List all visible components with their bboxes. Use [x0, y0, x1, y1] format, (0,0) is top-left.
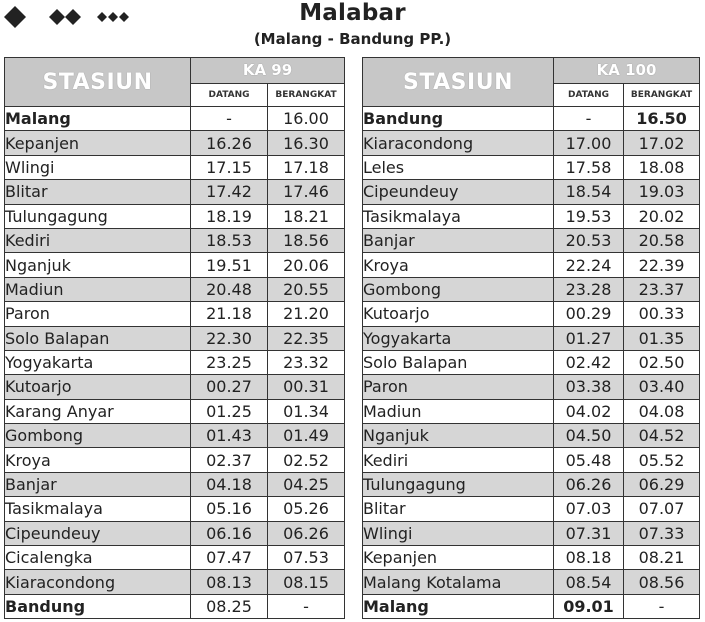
table-row — [5, 521, 345, 545]
table-row — [5, 375, 345, 399]
station-name-cell: Kutoarjo — [5, 375, 191, 399]
departure-time-cell: 00.33 — [624, 302, 700, 326]
station-name-cell: Gombong — [5, 424, 191, 448]
station-name-cell: Yogyakarta — [363, 326, 554, 350]
table-row — [363, 472, 700, 496]
departure-time-cell: 08.56 — [624, 570, 700, 594]
departure-time-cell: 22.35 — [268, 326, 345, 350]
arrival-time-cell: 18.19 — [191, 204, 268, 228]
station-name-cell: Kiaracondong — [5, 570, 191, 594]
arrival-column-header: DATANG — [191, 83, 268, 106]
arrival-time-cell: 04.02 — [554, 399, 624, 423]
page-subtitle: (Malang - Bandung PP.) — [253, 30, 452, 48]
departure-time-cell: 00.31 — [268, 375, 345, 399]
table-row — [363, 497, 700, 521]
station-name-cell: Tasikmalaya — [5, 497, 191, 521]
table-row — [5, 277, 345, 301]
departure-time-cell: 03.40 — [624, 375, 700, 399]
departure-time-cell: 01.35 — [624, 326, 700, 350]
arrival-time-cell: 21.18 — [191, 302, 268, 326]
station-name-cell: Malang Kotalama — [363, 570, 554, 594]
arrival-time-cell: 19.51 — [191, 253, 268, 277]
table-row — [363, 131, 700, 155]
departure-time-cell: 07.33 — [624, 521, 700, 545]
timetable-ka100 — [362, 57, 700, 619]
station-name-cell: Leles — [363, 155, 554, 179]
table-row — [5, 497, 345, 521]
departure-time-cell: 20.02 — [624, 204, 700, 228]
arrival-time-cell: 03.38 — [554, 375, 624, 399]
station-column-header: STASIUN — [363, 58, 554, 107]
arrival-time-cell: 00.29 — [554, 302, 624, 326]
arrival-time-cell: 22.30 — [191, 326, 268, 350]
table-row — [5, 107, 345, 131]
table-row — [5, 326, 345, 350]
departure-time-cell: 18.08 — [624, 155, 700, 179]
arrival-time-cell: 17.58 — [554, 155, 624, 179]
arrival-time-cell: 08.54 — [554, 570, 624, 594]
station-name-cell: Tulungagung — [5, 204, 191, 228]
timetable-ka99 — [4, 57, 345, 619]
departure-time-cell: 21.20 — [268, 302, 345, 326]
table-row — [5, 424, 345, 448]
departure-time-cell: 19.03 — [624, 180, 700, 204]
table-row — [363, 546, 700, 570]
arrival-time-cell: 07.03 — [554, 497, 624, 521]
station-name-cell: Karang Anyar — [5, 399, 191, 423]
station-name-cell: Tulungagung — [363, 472, 554, 496]
departure-time-cell: - — [624, 594, 700, 618]
arrival-time-cell: 17.42 — [191, 180, 268, 204]
departure-time-cell: 17.02 — [624, 131, 700, 155]
arrival-time-cell: 01.25 — [191, 399, 268, 423]
arrival-time-cell: 05.48 — [554, 448, 624, 472]
arrival-time-cell: - — [191, 107, 268, 131]
departure-time-cell: 01.49 — [268, 424, 345, 448]
arrival-time-cell: 05.16 — [191, 497, 268, 521]
table-row — [5, 472, 345, 496]
station-name-cell: Cipeundeuy — [5, 521, 191, 545]
table-row — [363, 204, 700, 228]
table-row — [363, 375, 700, 399]
station-name-cell: Nganjuk — [5, 253, 191, 277]
arrival-time-cell: 08.13 — [191, 570, 268, 594]
departure-time-cell: - — [268, 594, 345, 618]
departure-time-cell: 06.29 — [624, 472, 700, 496]
arrival-time-cell: 01.27 — [554, 326, 624, 350]
table-row — [5, 570, 345, 594]
departure-time-cell: 17.18 — [268, 155, 345, 179]
table-row — [363, 253, 700, 277]
arrival-time-cell: 07.31 — [554, 521, 624, 545]
departure-time-cell: 20.55 — [268, 277, 345, 301]
table-row — [5, 180, 345, 204]
arrival-time-cell: - — [554, 107, 624, 131]
station-name-cell: Kediri — [5, 228, 191, 252]
arrival-time-cell: 17.00 — [554, 131, 624, 155]
station-name-cell: Madiun — [5, 277, 191, 301]
departure-time-cell: 17.46 — [268, 180, 345, 204]
table-row — [363, 277, 700, 301]
table-row — [5, 594, 345, 618]
station-name-cell: Madiun — [363, 399, 554, 423]
station-name-cell: Kroya — [363, 253, 554, 277]
station-name-cell: Kediri — [363, 448, 554, 472]
station-name-cell: Wlingi — [363, 521, 554, 545]
departure-time-cell: 20.06 — [268, 253, 345, 277]
table-row — [5, 448, 345, 472]
departure-time-cell: 04.52 — [624, 424, 700, 448]
station-name-cell: Bandung — [5, 594, 191, 618]
arrival-time-cell: 04.18 — [191, 472, 268, 496]
station-name-cell: Banjar — [363, 228, 554, 252]
arrival-time-cell: 19.53 — [554, 204, 624, 228]
table-row — [5, 546, 345, 570]
departure-time-cell: 22.39 — [624, 253, 700, 277]
arrival-time-cell: 06.16 — [191, 521, 268, 545]
arrival-time-cell: 22.24 — [554, 253, 624, 277]
table-row — [363, 448, 700, 472]
arrival-time-cell: 23.25 — [191, 350, 268, 374]
arrival-time-cell: 18.53 — [191, 228, 268, 252]
station-name-cell: Kroya — [5, 448, 191, 472]
arrival-time-cell: 00.27 — [191, 375, 268, 399]
departure-column-header: BERANGKAT — [624, 83, 700, 106]
station-name-cell: Yogyakarta — [5, 350, 191, 374]
departure-time-cell: 20.58 — [624, 228, 700, 252]
station-name-cell: Gombong — [363, 277, 554, 301]
station-name-cell: Wlingi — [5, 155, 191, 179]
table-row — [363, 424, 700, 448]
arrival-column-header: DATANG — [554, 83, 624, 106]
table-row — [5, 155, 345, 179]
table-row — [363, 594, 700, 618]
table-row — [5, 204, 345, 228]
table-row — [5, 350, 345, 374]
station-name-cell: Solo Balapan — [5, 326, 191, 350]
departure-time-cell: 23.37 — [624, 277, 700, 301]
arrival-time-cell: 17.15 — [191, 155, 268, 179]
departure-time-cell: 05.52 — [624, 448, 700, 472]
departure-time-cell: 06.26 — [268, 521, 345, 545]
station-name-cell: Cicalengka — [5, 546, 191, 570]
table-row — [363, 107, 700, 131]
departure-time-cell: 01.34 — [268, 399, 345, 423]
departure-time-cell: 04.08 — [624, 399, 700, 423]
arrival-time-cell: 23.28 — [554, 277, 624, 301]
station-name-cell: Kutoarjo — [363, 302, 554, 326]
departure-column-header: BERANGKAT — [268, 83, 345, 106]
table-row — [5, 228, 345, 252]
train-number-header: KA 99 — [191, 58, 345, 84]
station-column-header: STASIUN — [5, 58, 191, 107]
arrival-time-cell: 18.54 — [554, 180, 624, 204]
station-name-cell: Solo Balapan — [363, 350, 554, 374]
table-row — [363, 399, 700, 423]
arrival-time-cell: 20.48 — [191, 277, 268, 301]
table-row — [363, 570, 700, 594]
station-name-cell: Tasikmalaya — [363, 204, 554, 228]
table-row — [5, 131, 345, 155]
arrival-time-cell: 08.18 — [554, 546, 624, 570]
departure-time-cell: 16.30 — [268, 131, 345, 155]
table-row — [363, 302, 700, 326]
page-title: Malabar — [299, 0, 406, 26]
station-name-cell: Paron — [363, 375, 554, 399]
departure-time-cell: 23.32 — [268, 350, 345, 374]
table-row — [5, 302, 345, 326]
table-row — [363, 155, 700, 179]
departure-time-cell: 18.21 — [268, 204, 345, 228]
departure-time-cell: 18.56 — [268, 228, 345, 252]
arrival-time-cell: 02.37 — [191, 448, 268, 472]
table-row — [5, 399, 345, 423]
station-name-cell: Malang — [5, 107, 191, 131]
departure-time-cell: 07.07 — [624, 497, 700, 521]
departure-time-cell: 16.00 — [268, 107, 345, 131]
departure-time-cell: 16.50 — [624, 107, 700, 131]
departure-time-cell: 07.53 — [268, 546, 345, 570]
station-name-cell: Blitar — [363, 497, 554, 521]
departure-time-cell: 02.52 — [268, 448, 345, 472]
station-name-cell: Blitar — [5, 180, 191, 204]
station-name-cell: Cipeundeuy — [363, 180, 554, 204]
table-row — [363, 521, 700, 545]
arrival-time-cell: 20.53 — [554, 228, 624, 252]
table-row — [363, 326, 700, 350]
station-name-cell: Bandung — [363, 107, 554, 131]
station-name-cell: Kepanjen — [5, 131, 191, 155]
arrival-time-cell: 01.43 — [191, 424, 268, 448]
station-name-cell: Banjar — [5, 472, 191, 496]
station-name-cell: Malang — [363, 594, 554, 618]
table-row — [363, 350, 700, 374]
arrival-time-cell: 04.50 — [554, 424, 624, 448]
table-row — [5, 253, 345, 277]
station-name-cell: Nganjuk — [363, 424, 554, 448]
departure-time-cell: 08.21 — [624, 546, 700, 570]
arrival-time-cell: 09.01 — [554, 594, 624, 618]
station-name-cell: Paron — [5, 302, 191, 326]
table-row — [363, 228, 700, 252]
arrival-time-cell: 08.25 — [191, 594, 268, 618]
departure-time-cell: 05.26 — [268, 497, 345, 521]
arrival-time-cell: 16.26 — [191, 131, 268, 155]
arrival-time-cell: 06.26 — [554, 472, 624, 496]
arrival-time-cell: 07.47 — [191, 546, 268, 570]
station-name-cell: Kiaracondong — [363, 131, 554, 155]
departure-time-cell: 08.15 — [268, 570, 345, 594]
departure-time-cell: 02.50 — [624, 350, 700, 374]
station-name-cell: Kepanjen — [363, 546, 554, 570]
table-row — [363, 180, 700, 204]
arrival-time-cell: 02.42 — [554, 350, 624, 374]
train-number-header: KA 100 — [554, 58, 700, 84]
departure-time-cell: 04.25 — [268, 472, 345, 496]
